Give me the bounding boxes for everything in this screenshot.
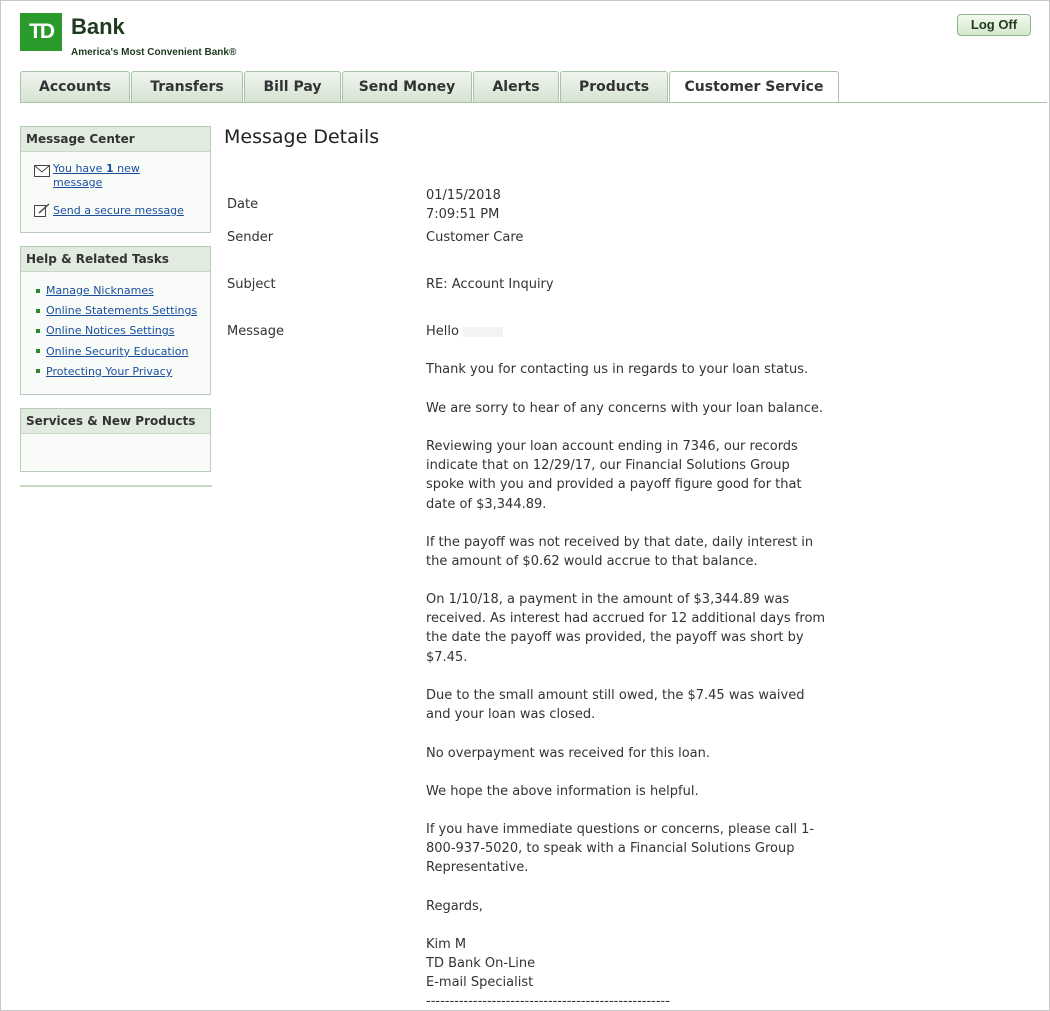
message-paragraph: Thank you for contacting us in regards to your loan status. bbox=[426, 362, 809, 377]
message-date: 01/15/2018 bbox=[426, 188, 501, 203]
new-message-suffix: new bbox=[113, 162, 140, 175]
bullet-icon bbox=[36, 349, 40, 353]
tab-alerts[interactable]: Alerts bbox=[473, 71, 559, 102]
message-paragraph: Regards, bbox=[426, 899, 483, 914]
message-label: Message bbox=[227, 324, 284, 339]
bullet-icon bbox=[36, 309, 40, 313]
signature-name: Kim M bbox=[426, 937, 467, 952]
tab-transfers[interactable]: Transfers bbox=[131, 71, 243, 102]
new-message-line2: message bbox=[53, 176, 103, 189]
redacted-name bbox=[463, 327, 503, 337]
help-link-protecting-privacy[interactable]: Protecting Your Privacy bbox=[46, 365, 173, 378]
message-paragraph: If the payoff was not received by that date, daily interest in the amount of $0.62 would accrue to that balance. bbox=[426, 535, 814, 570]
bank-tagline: America's Most Convenient Bank® bbox=[71, 47, 237, 58]
date-label: Date bbox=[227, 197, 259, 212]
bullet-icon bbox=[36, 369, 40, 373]
new-message-count: 1 bbox=[105, 162, 114, 175]
message-paragraph: We are sorry to hear of any concerns with your loan balance. bbox=[426, 401, 823, 416]
bullet-icon bbox=[36, 289, 40, 293]
help-link-security-education[interactable]: Online Security Education bbox=[46, 345, 189, 358]
services-panel bbox=[20, 408, 211, 472]
services-title: Services & New Products bbox=[21, 409, 210, 434]
envelope-icon bbox=[34, 165, 50, 181]
compose-icon bbox=[34, 203, 50, 221]
page-title: Message Details bbox=[224, 126, 380, 148]
new-message-link[interactable] bbox=[53, 162, 140, 190]
send-secure-message-link[interactable]: Send a secure message bbox=[53, 204, 184, 217]
help-tasks-panel bbox=[20, 246, 211, 395]
help-link-online-notices[interactable]: Online Notices Settings bbox=[46, 324, 175, 337]
message-paragraph: Due to the small amount still owed, the $7.45 was waived and your loan was closed. bbox=[426, 688, 805, 723]
message-paragraph: We hope the above information is helpful. bbox=[426, 784, 699, 799]
message-sender: Customer Care bbox=[426, 230, 524, 245]
sidebar-divider bbox=[20, 485, 212, 487]
signature-divider: ---------------------------------------------------- bbox=[426, 994, 670, 1009]
message-center-title: Message Center bbox=[21, 127, 210, 152]
message-time: 7:09:51 PM bbox=[426, 207, 500, 222]
tab-underline bbox=[20, 102, 1047, 103]
log-off-button[interactable]: Log Off bbox=[957, 14, 1031, 36]
message-greeting bbox=[426, 322, 503, 341]
bullet-icon bbox=[36, 329, 40, 333]
bank-name: Bank bbox=[71, 14, 125, 39]
tab-send-money[interactable]: Send Money bbox=[342, 71, 472, 102]
message-paragraph: If you have immediate questions or concerns, please call 1-800-937-5020, to speak with a Financial Solutions Group Representative. bbox=[426, 822, 815, 876]
greeting-text: Hello bbox=[426, 324, 459, 339]
signature-org: TD Bank On-Line bbox=[426, 956, 536, 971]
tab-accounts[interactable]: Accounts bbox=[20, 71, 130, 102]
help-tasks-title: Help & Related Tasks bbox=[21, 247, 210, 272]
new-message-prefix: You have bbox=[53, 162, 106, 175]
tab-products[interactable]: Products bbox=[560, 71, 668, 102]
signature-title: E-mail Specialist bbox=[426, 975, 534, 990]
message-paragraph: Reviewing your loan account ending in 7346, our records indicate that on 12/29/17, our Financial Solutions Group spoke with you and provided a payoff figure good for that date of $3,344.89. bbox=[426, 439, 802, 512]
subject-label: Subject bbox=[227, 277, 276, 292]
help-link-online-statements[interactable]: Online Statements Settings bbox=[46, 304, 198, 317]
message-paragraph: No overpayment was received for this loan. bbox=[426, 746, 711, 761]
message-paragraph: On 1/10/18, a payment in the amount of $3,344.89 was received. As interest had accrued for 12 additional days from the date the payoff was provided, the payoff was short by $7.45. bbox=[426, 592, 826, 665]
tab-customer-service[interactable]: Customer Service bbox=[669, 71, 839, 103]
help-link-manage-nicknames[interactable]: Manage Nicknames bbox=[46, 284, 154, 297]
sender-label: Sender bbox=[227, 230, 274, 245]
td-logo[interactable]: TD bbox=[20, 13, 62, 51]
message-subject: RE: Account Inquiry bbox=[426, 277, 554, 292]
tab-bill-pay[interactable]: Bill Pay bbox=[244, 71, 341, 102]
message-center-panel bbox=[20, 126, 211, 233]
